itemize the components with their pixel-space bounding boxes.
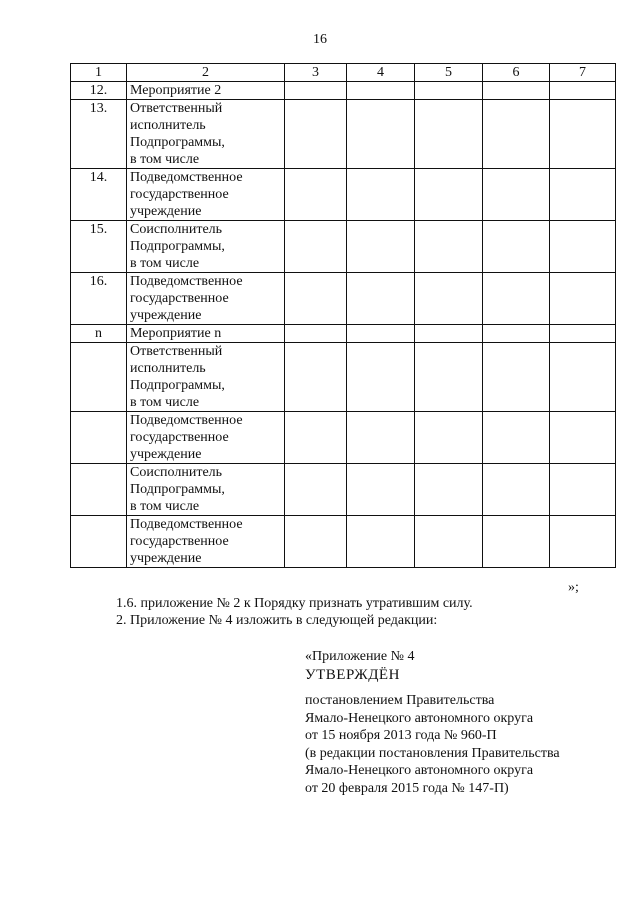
row-name-cell <box>127 82 285 100</box>
table-header-row <box>71 64 616 82</box>
empty-cell <box>347 412 415 464</box>
row-name-cell <box>127 412 285 464</box>
table-row <box>71 464 616 516</box>
empty-cell <box>415 412 483 464</box>
table-row <box>71 325 616 343</box>
row-name-cell <box>127 325 285 343</box>
row-name-line: Подведомственное <box>130 517 243 532</box>
table-row <box>71 169 616 221</box>
row-number-cell <box>71 412 127 464</box>
empty-cell <box>347 273 415 325</box>
empty-cell <box>415 464 483 516</box>
empty-cell <box>550 82 616 100</box>
empty-cell <box>550 516 616 568</box>
approved-heading: УТВЕРЖДЁН <box>305 667 400 683</box>
appendix-title: «Приложение № 4 <box>305 649 415 664</box>
header-cell-5: 5 <box>415 64 483 82</box>
paragraph-1-6: 1.6. приложение № 2 к Порядку признать утратившим силу. <box>116 596 473 611</box>
row-name-line: государственное <box>130 291 229 306</box>
row-name-line: Ответственный <box>130 101 223 116</box>
row-number-cell <box>71 343 127 412</box>
table-row <box>71 82 616 100</box>
row-name-line: Подпрограммы, <box>130 239 225 254</box>
empty-cell <box>415 343 483 412</box>
row-number-cell: 15. <box>71 221 127 273</box>
row-name-line: в том числе <box>130 395 200 410</box>
row-name-line: Подведомственное <box>130 274 243 289</box>
empty-cell <box>483 464 550 516</box>
empty-cell <box>285 100 347 169</box>
row-name-line: Подпрограммы, <box>130 482 225 497</box>
row-name-line: Мероприятие 2 <box>130 83 222 98</box>
approval-line: Ямало-Ненецкого автономного округа <box>305 763 534 778</box>
row-number-cell <box>71 464 127 516</box>
row-number-cell: n <box>71 325 127 343</box>
empty-cell <box>550 412 616 464</box>
row-name-line: Подпрограммы, <box>130 135 225 150</box>
empty-cell <box>550 273 616 325</box>
table-body <box>71 64 616 568</box>
row-name-cell <box>127 343 285 412</box>
table-row <box>71 412 616 464</box>
row-name-cell <box>127 516 285 568</box>
empty-cell <box>347 221 415 273</box>
empty-cell <box>483 325 550 343</box>
empty-cell <box>483 169 550 221</box>
row-name-line: Подведомственное <box>130 170 243 185</box>
row-name-line: Соисполнитель <box>130 465 223 480</box>
empty-cell <box>550 100 616 169</box>
empty-cell <box>347 82 415 100</box>
table-row <box>71 100 616 169</box>
row-number-cell <box>71 516 127 568</box>
row-name-cell <box>127 273 285 325</box>
row-number-cell: 14. <box>71 169 127 221</box>
empty-cell <box>347 516 415 568</box>
empty-cell <box>285 464 347 516</box>
row-name-cell <box>127 464 285 516</box>
table-row <box>71 343 616 412</box>
row-name-line: Ответственный <box>130 344 223 359</box>
empty-cell <box>483 100 550 169</box>
empty-cell <box>347 100 415 169</box>
row-name-line: Подведомственное <box>130 413 243 428</box>
row-name-line: исполнитель <box>130 361 206 376</box>
empty-cell <box>415 100 483 169</box>
row-name-line: учреждение <box>130 308 202 323</box>
empty-cell <box>550 169 616 221</box>
row-name-line: Соисполнитель <box>130 222 223 237</box>
empty-cell <box>550 221 616 273</box>
empty-cell <box>285 412 347 464</box>
row-number-cell: 12. <box>71 82 127 100</box>
row-number-cell: 16. <box>71 273 127 325</box>
page-number: 16 <box>313 32 327 47</box>
approval-line: от 20 февраля 2015 года № 147-П) <box>305 780 509 796</box>
empty-cell <box>483 412 550 464</box>
header-cell-7: 7 <box>550 64 616 82</box>
row-number-cell: 13. <box>71 100 127 169</box>
closing-quote: »; <box>568 580 579 595</box>
approval-line: (в редакции постановления Правительства <box>305 745 560 761</box>
row-name-cell <box>127 221 285 273</box>
empty-cell <box>550 343 616 412</box>
row-name-cell <box>127 169 285 221</box>
row-name-line: учреждение <box>130 447 202 462</box>
empty-cell <box>347 464 415 516</box>
row-name-line: в том числе <box>130 256 200 271</box>
empty-cell <box>550 325 616 343</box>
empty-cell <box>285 325 347 343</box>
row-name-line: государственное <box>130 430 229 445</box>
approval-line: постановлением Правительства <box>305 693 495 708</box>
empty-cell <box>285 169 347 221</box>
row-name-line: в том числе <box>130 152 200 167</box>
empty-cell <box>347 325 415 343</box>
approval-line: Ямало-Ненецкого автономного округа <box>305 710 534 726</box>
header-cell-2: 2 <box>127 64 285 82</box>
row-name-line: учреждение <box>130 551 202 566</box>
empty-cell <box>483 516 550 568</box>
row-name-line: государственное <box>130 187 229 202</box>
empty-cell <box>347 343 415 412</box>
row-name-line: Мероприятие n <box>130 326 222 341</box>
row-name-line: Подпрограммы, <box>130 378 225 393</box>
empty-cell <box>347 169 415 221</box>
empty-cell <box>415 169 483 221</box>
header-cell-1: 1 <box>71 64 127 82</box>
empty-cell <box>483 273 550 325</box>
row-name-line: государственное <box>130 534 229 549</box>
empty-cell <box>483 221 550 273</box>
table-row <box>71 516 616 568</box>
header-cell-3: 3 <box>285 64 347 82</box>
program-table <box>70 63 616 568</box>
header-cell-6: 6 <box>483 64 550 82</box>
empty-cell <box>415 325 483 343</box>
header-cell-4: 4 <box>347 64 415 82</box>
empty-cell <box>483 343 550 412</box>
table-row <box>71 273 616 325</box>
approval-text <box>305 692 560 797</box>
empty-cell <box>285 82 347 100</box>
empty-cell <box>285 221 347 273</box>
empty-cell <box>285 273 347 325</box>
table-row <box>71 221 616 273</box>
row-name-line: исполнитель <box>130 118 206 133</box>
empty-cell <box>550 464 616 516</box>
empty-cell <box>285 516 347 568</box>
empty-cell <box>483 82 550 100</box>
row-name-cell <box>127 100 285 169</box>
paragraph-2: 2. Приложение № 4 изложить в следующей редакции: <box>116 613 438 628</box>
approval-line: от 15 ноября 2013 года № 960-П <box>305 728 497 743</box>
row-name-line: в том числе <box>130 499 200 514</box>
empty-cell <box>415 82 483 100</box>
empty-cell <box>415 516 483 568</box>
empty-cell <box>415 221 483 273</box>
row-name-line: учреждение <box>130 204 202 219</box>
empty-cell <box>285 343 347 412</box>
empty-cell <box>415 273 483 325</box>
